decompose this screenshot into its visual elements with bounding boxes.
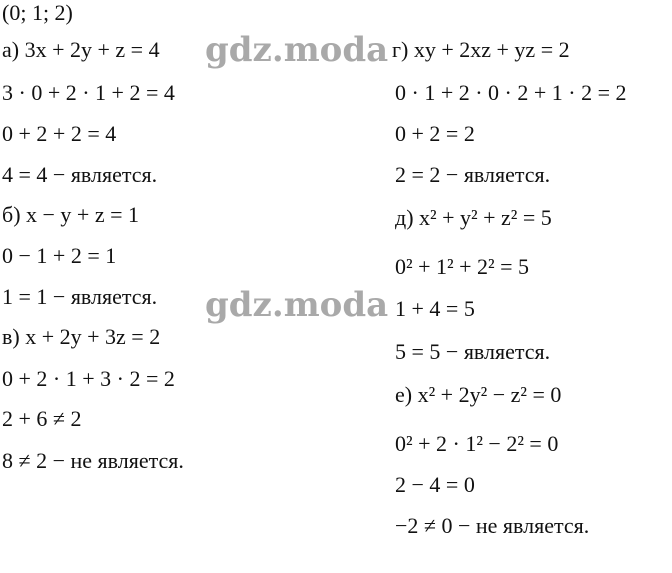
- right-line-3: 0 + 2 = 2: [395, 121, 475, 146]
- right-line-2: 0 · 1 + 2 · 0 · 2 + 1 · 2 = 2: [395, 80, 627, 105]
- problem-header: (0; 1; 2): [2, 0, 73, 25]
- right-line-7: 1 + 4 = 5: [395, 296, 475, 321]
- left-line-7: 1 = 1 − является.: [2, 284, 158, 309]
- left-line-4: 4 = 4 − является.: [2, 162, 158, 187]
- right-line-10: 0² + 2 · 1² − 2² = 0: [395, 431, 559, 456]
- right-line-9: е) x² + 2y² − z² = 0: [395, 382, 562, 407]
- left-line-1: а) 3x + 2y + z = 4: [2, 37, 160, 62]
- left-line-11: 8 ≠ 2 − не является.: [2, 448, 184, 473]
- left-line-2: 3 · 0 + 2 · 1 + 2 = 4: [2, 80, 175, 105]
- right-line-5: д) x² + y² + z² = 5: [395, 205, 552, 230]
- left-line-3: 0 + 2 + 2 = 4: [2, 121, 117, 146]
- left-line-8: в) x + 2y + 3z = 2: [2, 324, 161, 349]
- watermark-top: gdz.moda: [205, 30, 389, 70]
- left-line-5: б) x − y + z = 1: [2, 202, 140, 227]
- right-line-11: 2 − 4 = 0: [395, 472, 475, 497]
- right-line-8: 5 = 5 − является.: [395, 339, 551, 364]
- watermark-middle: gdz.moda: [205, 285, 389, 325]
- right-line-6: 0² + 1² + 2² = 5: [395, 254, 530, 279]
- right-line-1: г) xy + 2xz + yz = 2: [392, 37, 570, 62]
- right-line-12: −2 ≠ 0 − не является.: [395, 513, 590, 538]
- left-line-10: 2 + 6 ≠ 2: [2, 406, 82, 431]
- left-line-6: 0 − 1 + 2 = 1: [2, 243, 117, 268]
- right-line-4: 2 = 2 − является.: [395, 162, 551, 187]
- left-line-9: 0 + 2 · 1 + 3 · 2 = 2: [2, 366, 175, 391]
